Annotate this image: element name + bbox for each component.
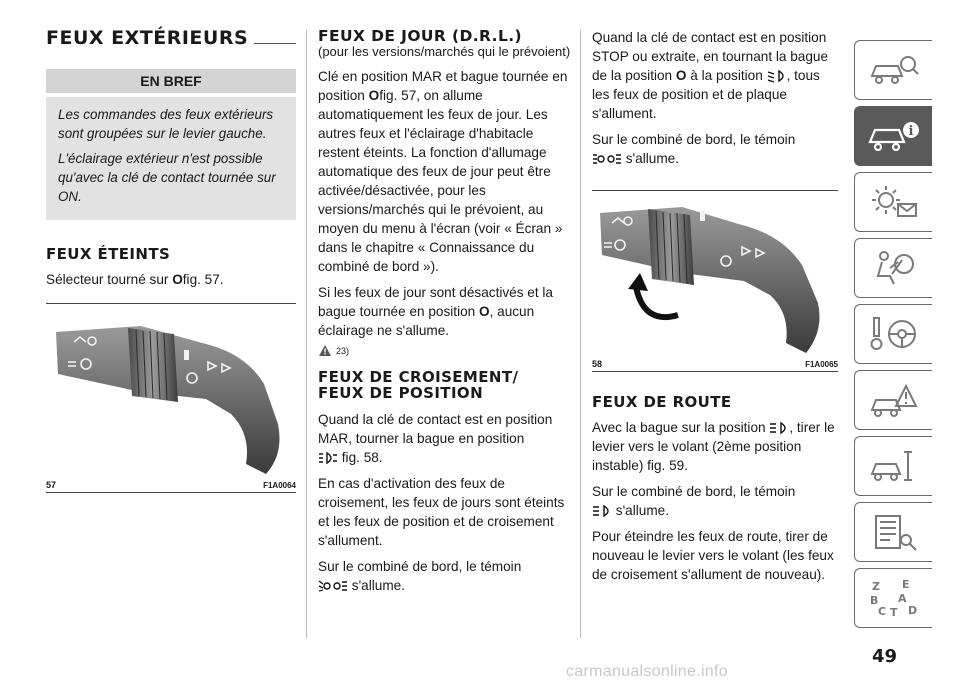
text-span: fig. 58.: [341, 450, 383, 465]
low-beam-symbol-icon: [767, 69, 787, 83]
column-1: [46, 28, 296, 493]
tab-car-info-search[interactable]: [854, 40, 932, 100]
tab-alphabetical-index[interactable]: [854, 568, 932, 628]
index-letter: B: [869, 594, 878, 607]
position-o-symbol: O: [172, 271, 183, 287]
warning-reference: [318, 344, 572, 357]
text-span: Avec la bague sur la position: [592, 420, 766, 435]
text-span: fig. 57.: [182, 271, 224, 287]
tab-technical-data[interactable]: [854, 502, 932, 562]
text-span: Sur le combiné de bord, le témoin: [592, 484, 796, 499]
body-text: [318, 283, 572, 340]
watermark: carmanualsonline.info: [566, 663, 728, 680]
tab-car-info[interactable]: [854, 106, 932, 166]
tab-car-breakdown-warning[interactable]: [854, 370, 932, 430]
section-subheading: (pour les versions/marchés qui le prévoient): [318, 44, 571, 59]
brief-box: [46, 97, 296, 220]
figure-code: F1A0064: [263, 480, 296, 490]
steering-wheel-key-icon: [868, 314, 920, 354]
body-text: [46, 270, 296, 289]
column-divider: [580, 30, 581, 638]
position-o-symbol: O: [479, 304, 490, 319]
index-letter: D: [907, 604, 917, 617]
body-text: [318, 67, 572, 276]
index-letter: E: [901, 578, 910, 591]
section-heading: FEUX DE ROUTE: [592, 393, 732, 411]
figure-number: 57: [46, 479, 57, 490]
text-span: Quand la clé de contact est en position STOP ou extraite, en tournant la bague de la position: [592, 30, 829, 83]
position-lights-indicator-icon: [592, 152, 622, 166]
position-o-symbol: O: [368, 88, 380, 103]
page-number: 49: [872, 646, 898, 667]
index-letter: Z: [871, 580, 880, 593]
text-span: Quand la clé de contact est en position MAR, tourner la bague en position: [318, 412, 553, 446]
chapter-tabs: [854, 40, 932, 634]
text-span: fig. 57, on allume automatiquement les feux de jour. Les autres feux et l'éclairage d'habitacle restent éteints. La fonction d'allumage automatique des feux de jour peut être activée/désactivée, pour les versions/marchés qui le prévoient, au moyen du menu à l'écran (voir « Écran » dans le chapitre « Connaissance du combiné de bord »).: [318, 88, 563, 274]
text-span: s'allume.: [615, 503, 669, 518]
car-info-search-icon: [868, 50, 920, 90]
car-breakdown-warning-icon: [868, 380, 920, 420]
brief-paragraph: L'éclairage extérieur n'est possible qu'avec la clé de contact tournée sur ON.: [58, 150, 276, 204]
text-span: , aucun éclairage ne s'allume.: [318, 304, 535, 338]
warning-triangle-icon: [318, 344, 332, 357]
column-3: [592, 28, 838, 584]
warning-note-ref: 23): [336, 345, 350, 356]
body-text: [592, 482, 838, 520]
text-span: s'allume.: [351, 578, 405, 593]
airbag-seat-icon: [868, 248, 920, 288]
index-letter: A: [897, 592, 907, 605]
section-heading: FEUX DE JOUR (D.R.L.): [318, 27, 523, 45]
warning-lights-icon: [868, 182, 920, 222]
text-span: s'allume.: [625, 151, 679, 166]
car-maintenance-icon: [868, 446, 920, 486]
index-letter: C: [877, 605, 886, 618]
tab-car-maintenance[interactable]: [854, 436, 932, 496]
figure-58: [592, 190, 838, 372]
body-text: [318, 557, 572, 595]
body-text: [592, 418, 838, 475]
text-span: Sur le combiné de bord, le témoin: [318, 559, 522, 574]
section-heading: [318, 369, 572, 401]
text-span: Sur le combiné de bord, le témoin: [592, 132, 796, 147]
figure-code: F1A0065: [805, 360, 838, 369]
light-switch-lever-illustration: [46, 304, 296, 492]
position-lights-symbol-icon: [318, 451, 338, 465]
technical-data-icon: [868, 512, 920, 552]
chapter-title: FEUX EXTÉRIEURS: [46, 27, 249, 49]
car-info-icon: [868, 116, 920, 156]
tab-airbag-seat[interactable]: [854, 238, 932, 298]
high-beam-symbol-icon: [769, 421, 789, 435]
index-letter: T: [889, 606, 898, 618]
body-text: Pour éteindre les feux de route, tirer de nouveau le levier vers le volant (les feux de croisement s'allument de nouveau).: [592, 529, 834, 582]
text-span: Clé en position MAR et bague tournée en position: [318, 69, 568, 103]
body-text: [592, 28, 838, 123]
text-span: Si les feux de jour sont désactivés et la bague tournée en position: [318, 285, 553, 319]
column-2: [318, 28, 572, 595]
figure-57: [46, 303, 296, 493]
heading-line: FEUX DE CROISEMENT/: [318, 368, 519, 386]
text-span: à la position: [686, 68, 763, 83]
brief-label: EN BREF: [46, 69, 296, 93]
tab-warning-lights[interactable]: [854, 172, 932, 232]
heading-line: FEUX DE POSITION: [318, 384, 484, 402]
high-beam-indicator-icon: [592, 504, 612, 518]
brief-paragraph: Les commandes des feux extérieurs sont groupées sur le levier gauche.: [58, 106, 274, 141]
position-o-symbol: O: [675, 68, 687, 83]
body-text: En cas d'activation des feux de croisement, les feux de jours sont éteints et les feux de position et de croisement s'allument.: [318, 476, 565, 548]
svg-text:i: i: [908, 124, 913, 139]
column-divider: [306, 30, 307, 638]
light-switch-lever-rotation-illustration: [592, 191, 838, 371]
section-heading: FEUX ÉTEINTS: [46, 244, 171, 263]
low-beam-indicator-icon: [318, 579, 348, 593]
text-span: , tirer le levier vers le volant (2ème position instable) fig. 59.: [592, 420, 835, 473]
chapter-title-row: [46, 28, 296, 49]
body-text: [318, 410, 572, 467]
alphabetical-index-icon: [868, 578, 920, 618]
text-span: Sélecteur tourné sur: [46, 271, 173, 287]
figure-number: 58: [592, 359, 603, 369]
tab-steering-wheel-key[interactable]: [854, 304, 932, 364]
text-span: , tous les feux de position et de plaque s'allument.: [592, 68, 820, 121]
title-rule: [254, 43, 296, 44]
body-text: [592, 130, 838, 168]
